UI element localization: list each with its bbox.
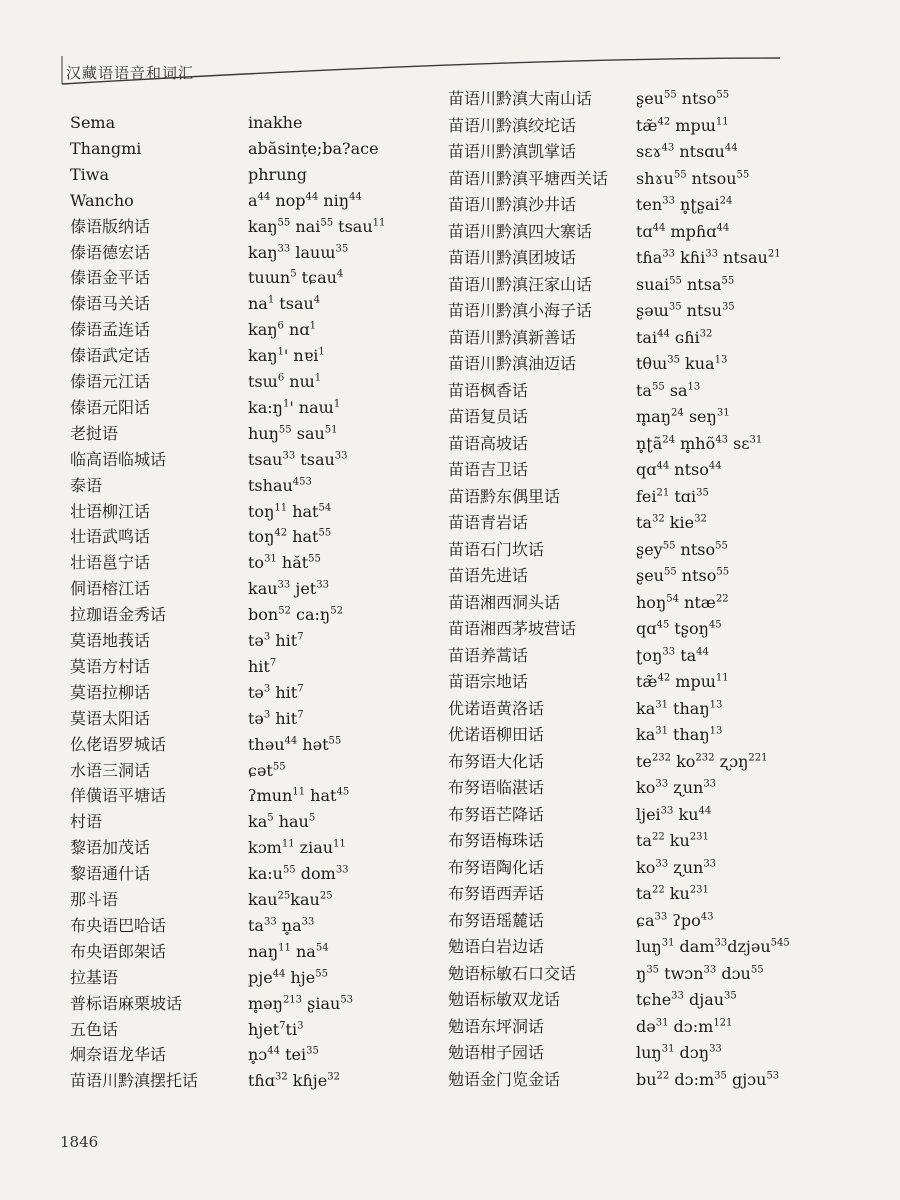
word-form: tai$^{44}$ ɢɦi$^{32}$ bbox=[636, 327, 713, 347]
word-form: $ta^{22}$ $ku^{231}$ bbox=[636, 831, 709, 850]
entry-row bbox=[448, 272, 735, 298]
entry-row bbox=[70, 1068, 340, 1094]
entry-row bbox=[448, 696, 723, 722]
word-form: $ta^{22}$ $ku^{231}$ bbox=[636, 884, 709, 903]
word-form: $te^{232}$ $ko^{232}$ ʐɔŋ$^{221}$ bbox=[636, 751, 768, 771]
entry-row bbox=[448, 351, 728, 377]
language-name: 仫佬语罗城话 bbox=[70, 734, 167, 754]
language-name: 苗语川黔滇绞坨话 bbox=[448, 115, 577, 135]
word-form: $ka:ŋ^1'$ naɯ$^1$ bbox=[248, 397, 341, 417]
word-form: toŋ$^{11}$ hat$^{54}$ bbox=[248, 501, 332, 521]
word-form: tɑ$^{44}$ mpɦɑ$^{44}$ bbox=[636, 221, 730, 241]
word-form: $ŋ^{35}$ twɔn$^{33}$ dɔu$^{55}$ bbox=[636, 963, 764, 983]
entry-row bbox=[70, 343, 325, 369]
language-name: 苗语川黔滇摆托话 bbox=[70, 1071, 199, 1091]
word-form: kaŋ$^{55}$ nai$^{55}$ tsau$^{11}$ bbox=[248, 216, 386, 236]
language-name: 优诺语黄洛话 bbox=[448, 698, 545, 718]
language-name: 黎语通什话 bbox=[70, 864, 151, 884]
language-name: 傣语版纳话 bbox=[70, 216, 151, 236]
word-form: tuɯn$^5$ tɕau$^4$ bbox=[248, 268, 344, 288]
entry-row bbox=[70, 447, 348, 473]
language-name: 苗语川黔滇大南山话 bbox=[448, 89, 593, 108]
word-form: $na^1$ tsau$^4$ bbox=[248, 294, 321, 314]
language-name: 苗语川黔滇团坡话 bbox=[448, 248, 577, 267]
word-form: kaŋ$^1$' nɐi$^1$ bbox=[248, 346, 325, 366]
word-form: m̥əŋ$^{213}$ ʂiau$^{53}$ bbox=[248, 993, 354, 1013]
word-form: bon$^{52}$ $ca:ŋ^{52}$ bbox=[248, 605, 343, 625]
entry-row bbox=[448, 775, 717, 801]
language-name: Sema bbox=[70, 113, 116, 132]
word-form: $to^{31}$ hăt$^{55}$ bbox=[248, 553, 321, 573]
word-form: tə$^3$ hit$^7$ bbox=[248, 682, 304, 702]
entry-row bbox=[70, 499, 332, 525]
language-name: 傣语元江话 bbox=[70, 372, 151, 391]
word-form: hit$^7$ bbox=[248, 656, 277, 676]
language-name: 优诺语柳田话 bbox=[448, 725, 545, 744]
language-name: 布努语瑶麓话 bbox=[448, 910, 545, 930]
word-form: tə$^3$ hit$^7$ bbox=[248, 631, 304, 650]
word-form: ʈoŋ$^{33}$ $ta^{44}$ bbox=[636, 645, 709, 665]
entry-row bbox=[70, 1042, 319, 1068]
word-form: $ka^5$ hau$^5$ bbox=[248, 812, 316, 832]
language-name: 布努语芒降话 bbox=[448, 804, 545, 824]
word-form: tɕhe$^{33}$ djau$^{35}$ bbox=[636, 990, 737, 1009]
word-form: ʂeu$^{55}$ ntso$^{55}$ bbox=[636, 566, 730, 585]
language-name: 傣语马关话 bbox=[70, 294, 151, 314]
page-number: 1846 bbox=[60, 1133, 99, 1151]
language-name: 村语 bbox=[70, 812, 103, 832]
word-form: inakhe bbox=[248, 113, 303, 132]
word-form: qɑ$^{45}$ tʂoŋ$^{45}$ bbox=[636, 619, 722, 638]
language-name: 苗语宗地话 bbox=[448, 672, 529, 691]
entry-row bbox=[448, 1040, 722, 1066]
entry-row bbox=[448, 378, 701, 404]
word-form: luŋ$^{31}$ dɔŋ$^{33}$ bbox=[636, 1043, 722, 1062]
entry-row bbox=[448, 245, 781, 271]
word-form: phrung bbox=[248, 164, 308, 184]
language-name: 苗语湘西茅坡营话 bbox=[448, 619, 577, 638]
entry-row bbox=[70, 861, 349, 887]
language-name: 苗语枫香话 bbox=[448, 380, 529, 400]
word-form: ʂey$^{55}$ ntso$^{55}$ bbox=[636, 539, 728, 559]
word-form: ʂəɯ$^{35}$ ntsu$^{35}$ bbox=[636, 301, 735, 320]
entry-row bbox=[448, 325, 713, 351]
word-form: pje$^{44}$ hje$^{55}$ bbox=[248, 967, 328, 987]
entry-row bbox=[448, 669, 729, 695]
entry-row bbox=[448, 404, 730, 430]
word-form: kaŋ$^6$ nɑ$^1$ bbox=[248, 320, 316, 340]
entry-row bbox=[448, 113, 729, 139]
entry-row bbox=[70, 965, 328, 991]
language-name: 泰语 bbox=[70, 475, 103, 495]
language-name: 苗语养蒿话 bbox=[448, 645, 529, 665]
word-form: tsau$^{33}$ tsau$^{33}$ bbox=[248, 449, 348, 469]
entry-row bbox=[448, 987, 737, 1013]
entry-row bbox=[70, 395, 341, 421]
entry-row bbox=[70, 214, 386, 240]
language-name: 水语三洞话 bbox=[70, 760, 151, 780]
word-form: kau$^{25}$kau$^{25}$ bbox=[248, 890, 333, 909]
entry-row bbox=[70, 602, 343, 628]
language-name: 苗语川黔滇小海子话 bbox=[448, 301, 593, 320]
language-name: 苗语川黔滇新善话 bbox=[448, 327, 577, 347]
language-name: 勉语柑子园话 bbox=[448, 1043, 545, 1062]
word-form: qɑ$^{44}$ ntso$^{44}$ bbox=[636, 460, 722, 479]
language-name: 佯僙语平塘话 bbox=[70, 786, 167, 806]
language-name: 莫语太阳话 bbox=[70, 708, 151, 728]
language-name: 莫语地莪话 bbox=[70, 631, 151, 650]
language-name: 炯奈语龙华话 bbox=[70, 1045, 167, 1065]
entry-row bbox=[448, 86, 730, 112]
entry-row bbox=[70, 369, 322, 395]
language-name: 苗语石门坎话 bbox=[448, 539, 545, 559]
language-name: 苗语湘西洞头话 bbox=[448, 592, 561, 612]
language-name: 苗语川黔滇汪家山话 bbox=[448, 274, 593, 294]
word-form: toŋ$^{42}$ hat$^{55}$ bbox=[248, 527, 332, 547]
language-name: 拉珈语金秀话 bbox=[70, 605, 167, 625]
entry-row bbox=[448, 881, 709, 907]
entry-row bbox=[70, 524, 332, 550]
language-name: 勉语白岩边话 bbox=[448, 937, 545, 956]
entry-row bbox=[448, 1067, 780, 1093]
language-name: 壮语柳江话 bbox=[70, 501, 151, 521]
running-header: 汉藏语语音和词汇 bbox=[66, 64, 195, 82]
entry-row bbox=[70, 265, 344, 291]
word-form: kau$^{33}$ jet$^{33}$ bbox=[248, 579, 329, 599]
word-form: də$^{31}$ $dɔ:m^{121}$ bbox=[636, 1016, 733, 1036]
language-name: 苗语青岩话 bbox=[448, 513, 529, 532]
entry-row bbox=[448, 537, 728, 563]
language-name: 布央语巴哈话 bbox=[70, 915, 167, 935]
entry-row bbox=[70, 732, 342, 758]
word-form: n̥ʈã$^{24}$ $m̥hõ^{43}$ sɛ$^{31}$ bbox=[636, 433, 763, 453]
language-name: 临高语临城话 bbox=[70, 449, 167, 469]
word-form: $m̥aŋ^{24}$ seŋ$^{31}$ bbox=[636, 407, 730, 426]
entry-row bbox=[448, 934, 790, 960]
language-name: 苗语高坡话 bbox=[448, 433, 529, 453]
word-form: $ka^{31}$ thaŋ$^{13}$ bbox=[636, 698, 723, 718]
entry-row bbox=[448, 219, 730, 245]
language-name: 苗语复员话 bbox=[448, 407, 529, 426]
entry-row bbox=[70, 162, 308, 188]
word-form: ljei$^{33}$ $ku^{44}$ bbox=[636, 804, 712, 824]
entry-row bbox=[448, 139, 738, 165]
entry-row bbox=[70, 1017, 304, 1043]
language-name: Thangmi bbox=[70, 138, 142, 158]
word-form: suai$^{55}$ ntsa$^{55}$ bbox=[636, 274, 735, 294]
word-form: ɕət$^{55}$ bbox=[248, 760, 286, 780]
language-name: Tiwa bbox=[70, 164, 110, 184]
language-name: 苗语川黔滇油迈话 bbox=[448, 354, 577, 373]
language-name: 苗语川黔滇沙井话 bbox=[448, 195, 577, 214]
language-name: 壮语邕宁话 bbox=[70, 553, 151, 573]
entry-row bbox=[70, 939, 329, 965]
language-name: 老挝语 bbox=[70, 423, 119, 443]
entry-row bbox=[70, 783, 350, 809]
entry-row bbox=[448, 643, 709, 669]
word-form: tsɯ$^6$ nɯ$^1$ bbox=[248, 372, 322, 391]
entry-row bbox=[70, 291, 321, 317]
language-name: 布努语梅珠话 bbox=[448, 831, 545, 850]
entry-row bbox=[70, 680, 304, 706]
language-name: 苗语川黔滇四大寨话 bbox=[448, 221, 593, 241]
word-form: shɤu$^{55}$ ntsou$^{55}$ bbox=[636, 168, 750, 188]
language-name: 布努语临湛话 bbox=[448, 778, 545, 797]
word-form: tɦa$^{33}$ kɦi$^{33}$ ntsau$^{21}$ bbox=[636, 248, 781, 267]
language-name: 布央语郎架话 bbox=[70, 941, 167, 961]
word-form: ɕa$^{33}$ ʔpo$^{43}$ bbox=[636, 910, 714, 930]
entry-row bbox=[448, 802, 712, 828]
entry-row bbox=[70, 576, 329, 602]
language-name: 傣语金平话 bbox=[70, 268, 151, 288]
entry-row bbox=[70, 550, 321, 576]
language-name: 勉语东坪洞话 bbox=[448, 1016, 545, 1036]
entry-row bbox=[70, 809, 316, 835]
word-form: ʔmun$^{11}$ hat$^{45}$ bbox=[248, 786, 350, 806]
language-name: 侗语榕江话 bbox=[70, 579, 151, 599]
language-name: 布努语西弄话 bbox=[448, 884, 545, 903]
entry-row bbox=[70, 758, 286, 784]
entry-row bbox=[70, 913, 315, 939]
language-name: 傣语武定话 bbox=[70, 346, 151, 366]
word-form: tshau$^{453}$ bbox=[248, 475, 312, 495]
word-form: sɛɤ$^{43}$ ntsɑu$^{44}$ bbox=[636, 142, 738, 161]
entry-row bbox=[448, 298, 735, 324]
language-name: 拉基语 bbox=[70, 967, 119, 987]
entry-row bbox=[70, 835, 346, 861]
entry-row bbox=[448, 192, 733, 218]
entry-row bbox=[448, 510, 707, 536]
language-name: 傣语德宏话 bbox=[70, 242, 151, 262]
language-name: 布努语陶化话 bbox=[448, 857, 545, 877]
entry-row bbox=[448, 616, 722, 642]
entry-row bbox=[70, 628, 304, 654]
language-name: 勉语金门览金话 bbox=[448, 1069, 561, 1089]
word-form: thəu$^{44}$ hət$^{55}$ bbox=[248, 734, 342, 754]
language-name: 五色话 bbox=[70, 1019, 119, 1039]
word-form: luŋ$^{31}$ dam$^{33}$dzjəu$^{545}$ bbox=[636, 937, 790, 956]
language-name: 那斗语 bbox=[70, 890, 119, 909]
word-form: abăsinṭe;ba?ace bbox=[248, 138, 379, 158]
entry-row bbox=[448, 484, 709, 510]
entry-row bbox=[70, 188, 362, 214]
entry-row bbox=[70, 136, 379, 162]
language-name: 勉语标敏双龙话 bbox=[448, 990, 561, 1009]
word-form: $ko^{33}$ ʐun$^{33}$ bbox=[636, 778, 717, 797]
word-form: huŋ$^{55}$ sau$^{51}$ bbox=[248, 423, 338, 443]
language-name: 苗语川黔滇凯掌话 bbox=[448, 142, 577, 161]
language-name: 普标语麻栗坡话 bbox=[70, 993, 183, 1013]
word-form: fei$^{21}$ tɑi$^{35}$ bbox=[636, 486, 709, 506]
word-form: n̥ɔ$^{44}$ tei$^{35}$ bbox=[248, 1045, 319, 1065]
word-form: $ko^{33}$ ʐun$^{33}$ bbox=[636, 857, 717, 877]
entry-row bbox=[448, 590, 729, 616]
entry-row bbox=[70, 887, 333, 913]
entry-row bbox=[448, 749, 768, 775]
language-name: Wancho bbox=[70, 190, 134, 210]
word-form: tæ̃$^{42}$ mpɯ$^{11}$ bbox=[636, 115, 729, 135]
word-form: $ta^{32}$ kie$^{32}$ bbox=[636, 513, 707, 532]
word-form: ʂeu$^{55}$ ntso$^{55}$ bbox=[636, 89, 730, 108]
word-form: $bu^{22}$ $dɔ:m^{35}$ gjɔu$^{53}$ bbox=[636, 1069, 780, 1089]
word-form: tə$^3$ hit$^7$ bbox=[248, 708, 304, 728]
language-name: 傣语孟连话 bbox=[70, 320, 151, 340]
language-name: 傣语元阳话 bbox=[70, 397, 151, 417]
word-form: $ka:u^{55}$ dom$^{33}$ bbox=[248, 864, 349, 884]
entry-row bbox=[448, 457, 722, 483]
word-form: $ta^{55}$ $sa^{13}$ bbox=[636, 380, 701, 400]
entry-row bbox=[448, 855, 717, 881]
entry-row bbox=[448, 961, 764, 987]
entry-row bbox=[70, 240, 349, 266]
word-form: $ta^{33}$ $n̥a^{33}$ bbox=[248, 915, 315, 935]
entry-row bbox=[448, 722, 723, 748]
language-name: 布努语大化话 bbox=[448, 751, 545, 771]
entry-row bbox=[70, 421, 338, 447]
entry-row bbox=[448, 828, 709, 854]
language-name: 莫语方村话 bbox=[70, 656, 151, 676]
entry-row bbox=[70, 317, 316, 343]
word-form: ten$^{33}$ n̥ʈʂai$^{24}$ bbox=[636, 195, 733, 214]
word-form: naŋ$^{11}$ $na^{54}$ bbox=[248, 941, 329, 961]
language-name: 苗语黔东偶里话 bbox=[448, 486, 561, 506]
language-name: 苗语吉卫话 bbox=[448, 460, 529, 479]
entry-row bbox=[448, 908, 714, 934]
entry-row bbox=[70, 110, 303, 136]
entry-row bbox=[448, 431, 763, 457]
entry-row bbox=[70, 706, 304, 732]
entry-row bbox=[448, 1014, 733, 1040]
word-form: tθɯ$^{35}$ kua$^{13}$ bbox=[636, 354, 728, 373]
word-form: hoŋ$^{54}$ ntæ$^{22}$ bbox=[636, 592, 729, 612]
word-form: $ka^{31}$ thaŋ$^{13}$ bbox=[636, 725, 723, 744]
language-name: 勉语标敏石口交话 bbox=[448, 963, 577, 983]
word-form: tæ̃$^{42}$ mpɯ$^{11}$ bbox=[636, 672, 729, 691]
language-name: 黎语加茂话 bbox=[70, 838, 151, 858]
entry-row bbox=[448, 563, 730, 589]
entry-row bbox=[70, 473, 312, 499]
entry-row bbox=[70, 654, 277, 680]
language-name: 苗语川黔滇平塘西关话 bbox=[448, 168, 609, 188]
language-name: 壮语武鸣话 bbox=[70, 527, 151, 547]
word-form: kaŋ$^{33}$ lauɯ$^{35}$ bbox=[248, 242, 349, 262]
entry-row bbox=[448, 166, 750, 192]
language-name: 苗语先进话 bbox=[448, 566, 529, 585]
word-form: tɦɑ$^{32}$ kɦje$^{32}$ bbox=[248, 1071, 340, 1091]
word-form: kɔm$^{11}$ ziau$^{11}$ bbox=[248, 838, 346, 858]
word-form: $hjet^7ti^3$ bbox=[248, 1019, 304, 1039]
word-form: $a^{44}$ nop$^{44}$ niŋ$^{44}$ bbox=[248, 190, 362, 210]
entry-row bbox=[70, 991, 354, 1017]
language-name: 莫语拉柳话 bbox=[70, 682, 151, 702]
